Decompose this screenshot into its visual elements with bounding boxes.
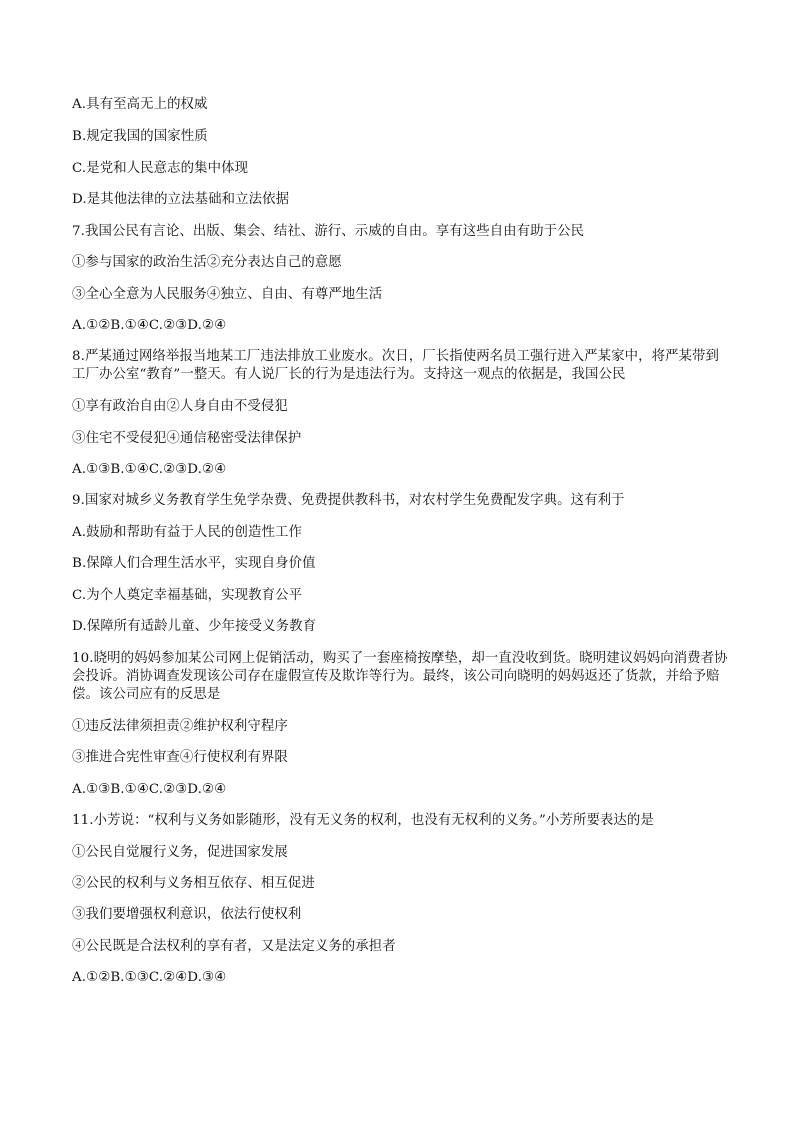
q10-statements-2: ③推进合宪性审查④行使权利有界限 <box>72 750 288 765</box>
q11-statement-1: ①公民自觉履行义务，促进国家发展 <box>72 845 288 860</box>
question-7: 7.我国公民有言论、出版、集会、结社、游行、示威的自由。享有这些自由有助于公民 <box>72 224 585 239</box>
q11-statement-4: ④公民既是合法权利的享有者，又是法定义务的承担者 <box>72 939 396 954</box>
q8-options: A.①③B.①④C.②③D.②④ <box>72 462 227 477</box>
q7-options: A.①②B.①④C.②③D.②④ <box>72 318 227 333</box>
option-6d: D.是其他法律的立法基础和立法依据 <box>72 192 290 207</box>
q9-option-d: D.保障所有适龄儿童、少年接受义务教育 <box>72 619 317 634</box>
q8-statements-2: ③住宅不受侵犯④通信秘密受法律保护 <box>72 431 302 446</box>
q7-statements-1: ①参与国家的政治生活②充分表达自己的意愿 <box>72 255 342 270</box>
q7-statements-2: ③全心全意为人民服务④独立、自由、有尊严地生活 <box>72 287 383 302</box>
q11-statement-3: ③我们要增强权利意识，依法行使权利 <box>72 907 302 922</box>
q9-option-a: A.鼓励和帮助有益于人民的创造性工作 <box>72 525 302 540</box>
question-9: 9.国家对城乡义务教育学生免学杂费、免费提供教科书，对农村学生免费配发字典。这有利于 <box>72 493 625 508</box>
q9-option-b: B.保障人们合理生活水平，实现自身价值 <box>72 556 316 571</box>
question-11: 11.小芳说：“权利与义务如影随形，没有无义务的权利，也没有无权利的义务。”小芳所要表达的是 <box>72 813 654 828</box>
q9-option-c: C.为个人奠定幸福基础，实现教育公平 <box>72 588 303 603</box>
question-8: 8.严某通过网络举报当地某工厂违法排放工业废水。次日，厂长指使两名员工强行进入严某家中，将严某带到工厂办公室“教育”一整天。有人说厂长的行为是违法行为。支持这一观点的依据是，我国公民 <box>72 349 720 382</box>
option-6a: A.具有至高无上的权威 <box>72 97 208 112</box>
q10-statements-1: ①违反法律须担责②维护权利守程序 <box>72 719 288 734</box>
option-6b: B.规定我国的国家性质 <box>72 129 208 144</box>
q8-statements-1: ①享有政治自由②人身自由不受侵犯 <box>72 399 288 414</box>
q10-options: A.①③B.①④C.②③D.②④ <box>72 782 227 797</box>
q11-options: A.①②B.①③C.②④D.③④ <box>72 970 227 985</box>
q11-statement-2: ②公民的权利与义务相互依存、相互促进 <box>72 876 315 891</box>
question-10: 10.晓明的妈妈参加某公司网上促销活动，购买了一套座椅按摩垫，却一直没收到货。晓明建议妈妈向消费者协会投诉。消协调查发现该公司存在虚假宣传及欺诈等行为。最终，该公司向晓明的妈妈返还了货款，并给予赔偿。该公司应有的反思是 <box>72 651 728 702</box>
option-6c: C.是党和人民意志的集中体现 <box>72 161 249 176</box>
